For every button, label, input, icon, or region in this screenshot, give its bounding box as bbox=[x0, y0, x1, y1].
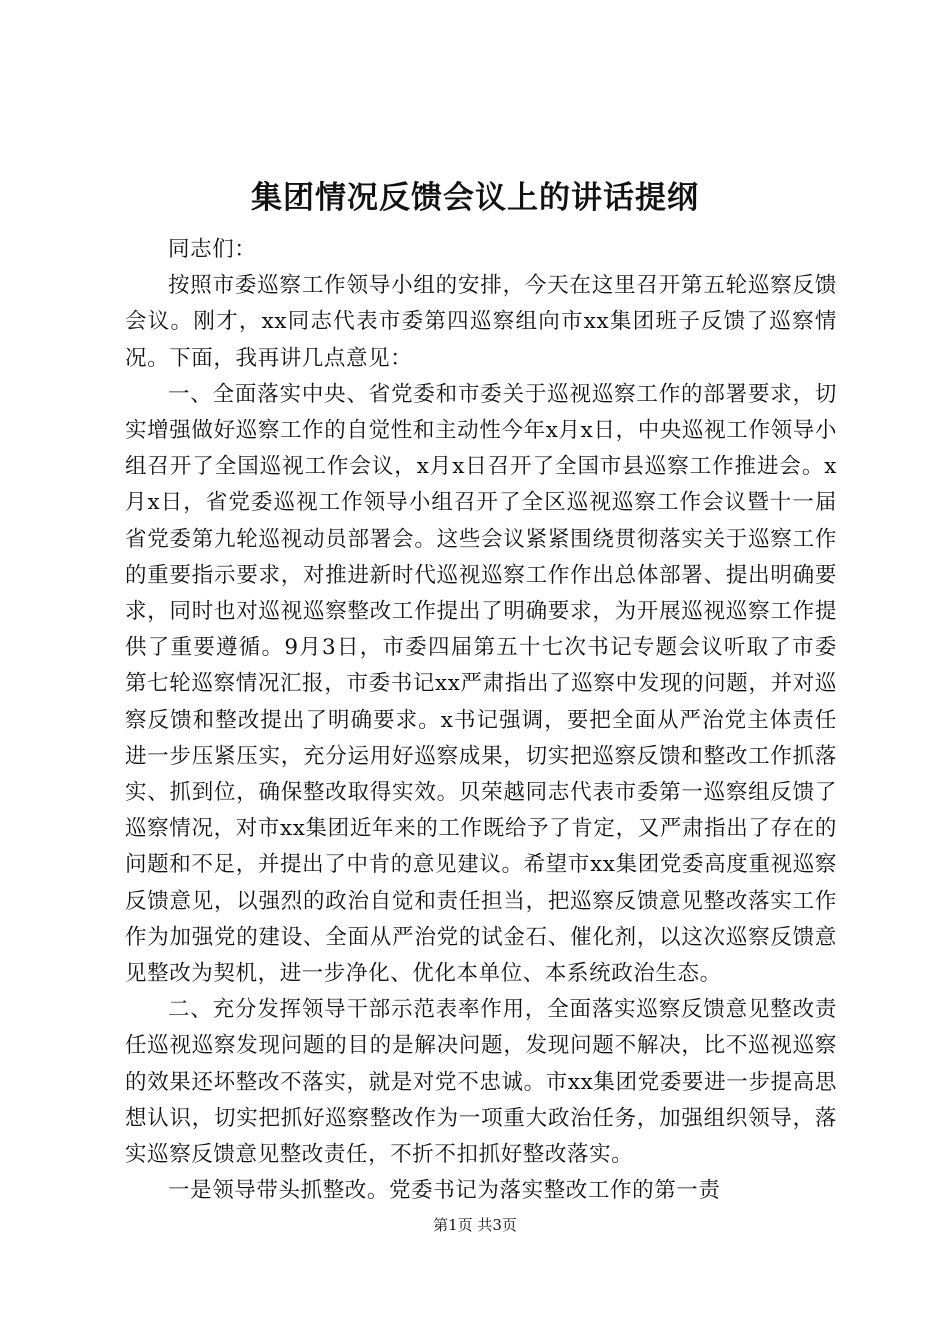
intro-paragraph: 按照市委巡察工作领导小组的安排，今天在这里召开第五轮巡察反馈会议。刚才，xx同志代表市委第四巡察组向市xx集团班子反馈了巡察情况。下面，我再讲几点意见： bbox=[125, 273, 837, 371]
salutation-paragraph: 同志们： bbox=[168, 237, 257, 262]
document-body bbox=[125, 232, 837, 1209]
point-one-paragraph: 一是领导带头抓整改。党委书记为落实整改工作的第一责 bbox=[168, 1178, 721, 1204]
document-title: 集团情况反馈会议上的讲话提纲 bbox=[251, 180, 699, 216]
page-number-footer: 第1页 共3页 bbox=[433, 1216, 517, 1234]
section-two-paragraph: 二、充分发挥领导干部示范表率作用，全面落实巡察反馈意见整改责任巡视巡察发现问题的目的是解决问题，发现问题不解决，比不巡视巡察的效果还坏整改不落实，就是对党不忠诚。市xx集团党委要进一步提高思想认识，切实把抓好巡察整改作为一项重大政治任务，加强组织领导，落实巡察反馈意见整改责任，不折不扣抓好整改落实。 bbox=[125, 997, 837, 1168]
section-one-paragraph: 一、全面落实中央、省党委和市委关于巡视巡察工作的部署要求，切实增强做好巡察工作的自觉性和主动性今年x月x日，中央巡视工作领导小组召开了全国巡视工作会议，x月x日召开了全国市县巡察工作推进会。x月x日，省党委巡视工作领导小组召开了全区巡视巡察工作会议暨十一届省党委第九轮巡视动员部署会。这些会议紧紧围绕贯彻落实关于巡察工作的重要指示要求，对推进新时代巡视巡察工作作出总体部署、提出明确要求，同时也对巡视巡察整改工作提出了明确要求，为开展巡视巡察工作提供了重要遵循。9月3日，市委四届第五十七次书记专题会议听取了市委第七轮巡察情况汇报，市委书记xx严肃指出了巡察中发现的问题，并对巡察反馈和整改提出了明确要求。x书记强调，要把全面从严治党主体责任进一步压紧压实，充分运用好巡察成果，切实把巡察反馈和整改工作抓落实、抓到位，确保整改取得实效。贝荣越同志代表市委第一巡察组反馈了巡察情况，对市xx集团近年来的工作既给予了肯定，又严肃指出了存在的问题和不足，并提出了中肯的意见建议。希望市xx集团党委高度重视巡察反馈意见，以强烈的政治自觉和责任担当，把巡察反馈意见整改落实工作作为加强党的建设、全面从严治党的试金石、催化剂，以这次巡察反馈意见整改为契机，进一步净化、优化本单位、本系统政治生态。 bbox=[125, 381, 837, 987]
